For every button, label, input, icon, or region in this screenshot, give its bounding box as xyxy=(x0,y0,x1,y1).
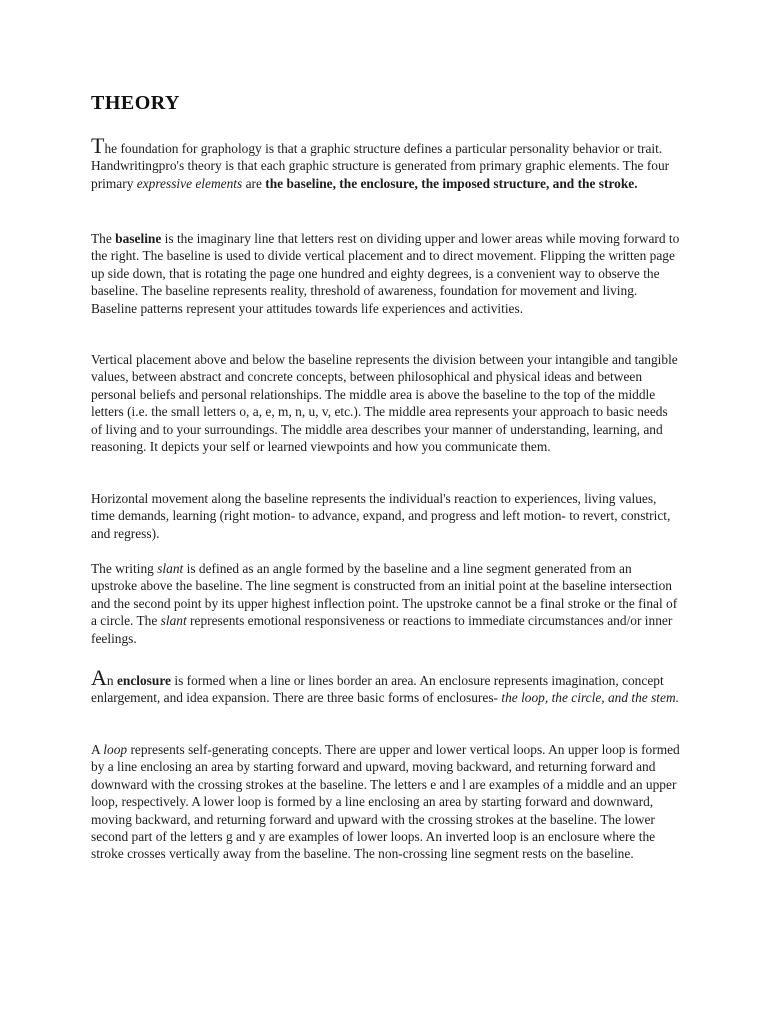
paragraph-text: The xyxy=(91,231,116,246)
emphasis-text: the loop, the circle, and the stem. xyxy=(501,690,679,706)
paragraph-text: he foundation for graphology is that a graphic structure defines a particular personality behavior or trait. Handwritingpro's theory is that each graphic structure is generated from primary graphic elements. The four primary xyxy=(91,141,670,191)
drop-cap: A xyxy=(91,665,107,690)
emphasis-text: loop xyxy=(103,742,128,757)
paragraph-text: Horizontal movement along the baseline represents the individual's reaction to experiences, living values, time demands, learning (right motion- to advance, expand, and progress and left motion- to revert, constrict, and regress). xyxy=(91,491,671,541)
emphasis-text: slant xyxy=(157,561,184,576)
bold-text: baseline xyxy=(115,231,162,246)
paragraph-text: represents self-generating concepts. There are upper and lower vertical loops. An upper loop is formed by a line enclosing an area by starting forward and upward, moving backward, and returning forward and downward with the crossing strokes at the baseline. The letters e and l are examples of a middle and an upper loop, respectively. A lower loop is formed by a line enclosing an area by starting forward and downward, moving backward, and returning forward and upward with the crossing strokes at the baseline. The lower second part of the letters g and y are examples of lower loops. An inverted loop is an enclosure where the stroke crosses vertically away from the baseline. The non-crossing line segment rests on the baseline. xyxy=(91,742,680,862)
paragraph-horizontal-movement xyxy=(91,490,681,542)
bold-text: the baseline, the enclosure, the imposed structure, and the stroke. xyxy=(265,175,638,191)
paragraph-foundation xyxy=(91,133,681,192)
page-title: THEORY xyxy=(91,92,180,114)
bold-text: enclosure xyxy=(116,673,171,688)
paragraph-loop xyxy=(91,741,681,863)
drop-cap: T xyxy=(91,133,105,158)
paragraph-text: n xyxy=(106,673,117,688)
paragraph-text: Vertical placement above and below the baseline represents the division between your intangible and tangible values, between abstract and concrete concepts, between philosophical and physical ideas and between personal beliefs and personal relationships. The middle area is above the baseline to the top of the middle letters (i.e. the small letters o, a, e, m, n, u, v, etc.). The middle area represents your approach to basic needs of living and to your surroundings. The middle area describes your manner of understanding, learning, and reasoning. It depicts your self or learned viewpoints and how you communicate them. xyxy=(91,352,678,455)
paragraph-text: A xyxy=(91,742,104,757)
paragraph-text: is defined as an angle formed by the baseline and a line segment generated from an upstroke above the baseline. The line segment is constructed from an initial point at the baseline intersection and the second point by its upper highest inflection point. The upstroke cannot be a final stroke or the final of a circle. The xyxy=(91,561,678,629)
paragraph-slant xyxy=(91,560,681,647)
paragraph-enclosure xyxy=(91,665,681,707)
paragraph-text: is the imaginary line that letters rest on dividing upper and lower areas while moving forward to the right. The baseline is used to divide vertical placement and to direct movement. Flipping the written page up side down, that is rotating the page one hundred and eighty degrees, is a convenient way to observe the baseline. The baseline represents reality, threshold of awareness, foundation for movement and living. Baseline patterns represent your attitudes towards life experiences and activities. xyxy=(91,231,680,316)
emphasis-text: expressive elements xyxy=(136,175,243,191)
paragraph-text: are xyxy=(242,175,266,191)
paragraph-vertical-placement xyxy=(91,351,681,455)
paragraph-text: represents emotional responsiveness or reactions to immediate circumstances and/or inner feelings. xyxy=(91,613,673,646)
emphasis-text: slant xyxy=(160,613,187,629)
paragraph-baseline xyxy=(91,230,681,317)
paragraph-text: The writing xyxy=(91,561,158,576)
paragraph-text: is formed when a line or lines border an area. An enclosure represents imagination, concept enlargement, and idea expansion. There are three basic forms of enclosures- xyxy=(91,673,664,706)
